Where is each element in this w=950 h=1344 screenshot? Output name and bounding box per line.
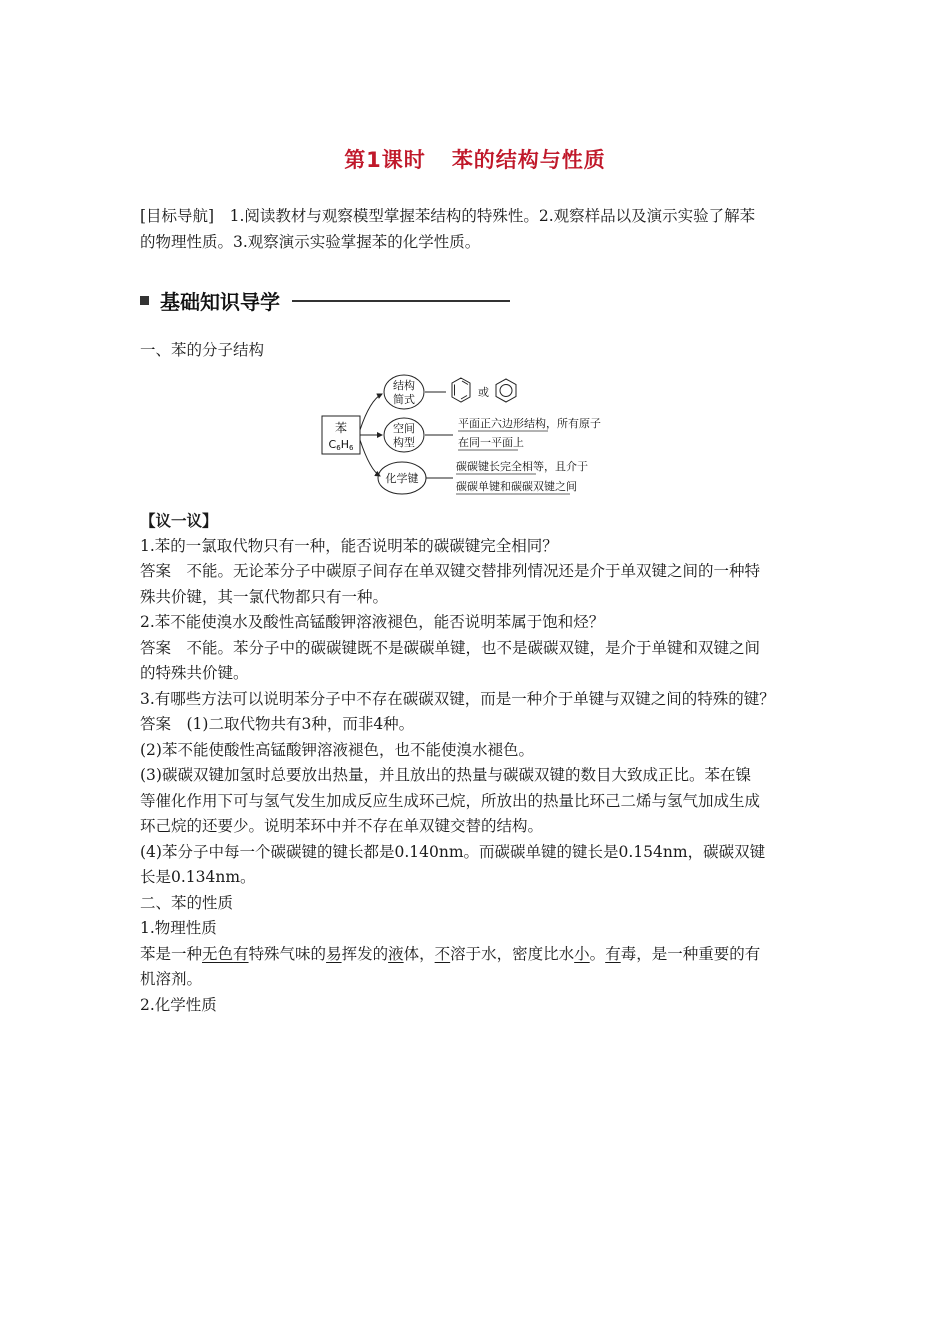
discussion-line: 答案 (1)二取代物共有3种，而非4种。 [140,715,415,733]
discussion-line: 1.苯的一氯取代物只有一种，能否说明苯的碳碳键完全相同？ [140,536,558,555]
root-formula: C6H6 [328,438,354,452]
node-bond-label: 化学键 [385,472,419,485]
discussion-line: 的特殊共价键。 [140,664,249,682]
part1-heading: 一、苯的分子结构 [140,341,265,359]
discussion-line: 长是0.134nm。 [140,868,256,886]
section-heading [140,285,510,315]
discussion-line: 2.苯不能使溴水及酸性高锰酸钾溶液褪色，能否说明苯属于饱和烃？ [140,613,605,631]
discussion-line: 答案 不能。无论苯分子中碳原子间存在单双键交替排列情况还是介于单双键之间的一种特 [140,562,761,580]
part2-heading: 二、苯的性质 [140,893,234,912]
arrow-to-structure [360,394,382,430]
kekule-benzene-icon [452,378,470,402]
or-label: 或 [478,386,489,399]
geometry-desc-1: 平面正六边形结构，所有原子 [458,417,601,430]
geometry-desc-2: 在同一平面上 [458,436,524,449]
discussion-line: 等催化作用下可与氢气发生加成反应生成环己烷，所放出的热量比环己二烯与氢气加成生成 [140,791,761,810]
part1-heading-block [140,338,820,364]
section-divider [292,300,510,302]
discussion-line: (4)苯分子中每一个碳碳键的键长都是0.140nm。而碳碳单键的键长是0.154nm，碳碳双键 [140,842,766,861]
benzene-structure-diagram [318,370,638,502]
discussion-line: (3)碳碳双键加氢时总要放出热量，并且放出的热量与碳碳双键的数目大致成正比。苯在镍 [140,766,751,784]
arrow-to-bond [360,440,380,476]
discussion-line: 环己烷的还要少。说明苯环中并不存在单双键交替的结构。 [140,817,544,835]
physical-properties-line-2: 机溶剂。 [140,970,203,988]
physical-properties-heading: 1.物理性质 [140,919,217,937]
objectives-line-1: [目标导航] 1.阅读教材与观察模型掌握苯结构的特殊性。2.观察样品以及演示实验了解苯 [140,207,756,225]
lesson-number: 第1课时 [344,148,426,172]
discussion-block [140,508,820,1018]
bond-desc-2: 碳碳单键和碳碳双键之间 [456,480,577,493]
physical-properties-line-1: 苯是一种无色有特殊气味的易挥发的液体，不溶于水，密度比水小。有毒，是一种重要的有 [140,944,761,963]
page-title [0,144,950,174]
objectives [140,204,820,255]
ring-benzene-icon [496,379,516,402]
root-label: 苯 [334,421,348,435]
section-title: 基础知识导学 [160,289,280,314]
discussion-line: 答案 不能。苯分子中的碳碳键既不是碳碳单键，也不是碳碳双键，是介于单键和双键之间 [140,638,761,657]
lesson-topic: 苯的结构与性质 [451,148,606,172]
bond-desc-1: 碳碳键长完全相等，且介于 [456,460,588,473]
chemical-properties-heading: 2.化学性质 [140,995,217,1014]
node-structure-label-2: 简式 [393,393,415,406]
square-bullet-icon [140,296,149,305]
discussion-line: 3.有哪些方法可以说明苯分子中不存在碳碳双键，而是一种介于单键与双键之间的特殊的键？ [140,689,775,708]
discussion-line: 殊共价键，其一氯代物都只有一种。 [140,587,389,606]
node-structure-label-1: 结构 [393,379,415,392]
discussion-heading: 【议一议】 [140,511,218,530]
objectives-line-2: 的物理性质。3.观察演示实验掌握苯的化学性质。 [140,232,481,251]
node-geometry-label-2: 构型 [393,436,415,449]
node-geometry-label-1: 空间 [393,422,415,435]
discussion-line: (2)苯不能使酸性高锰酸钾溶液褪色，也不能使溴水褪色。 [140,740,534,759]
